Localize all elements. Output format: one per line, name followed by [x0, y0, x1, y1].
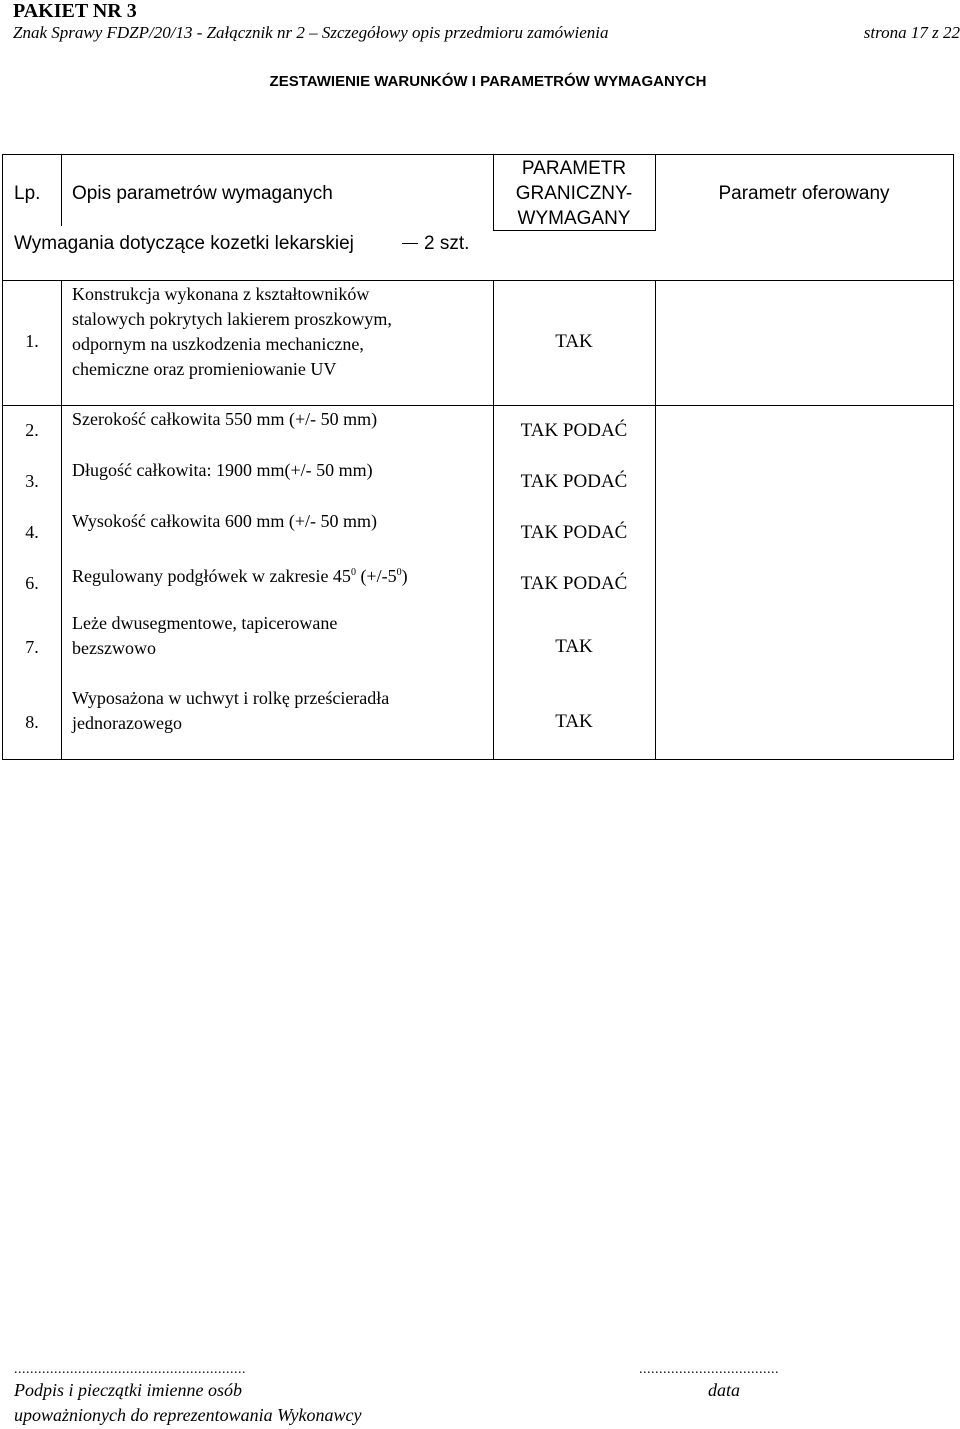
row-description	[72, 560, 408, 589]
degree-superscript: 0	[396, 567, 402, 578]
column-header-description: Opis parametrów wymaganych	[72, 183, 333, 204]
row-parameter: TAK PODAĆ	[520, 573, 628, 594]
row-number: 7.	[25, 637, 39, 657]
row-number: 8.	[25, 712, 39, 732]
signature-label-continued: upoważnionych do reprezentowania Wykonawcy	[14, 1405, 362, 1425]
row-parameter: TAK PODAĆ	[520, 420, 628, 441]
row-description-line: stalowych pokrytych lakierem proszkowym,	[72, 309, 392, 329]
row-number: 1.	[25, 331, 39, 351]
row-description-line: Konstrukcja wykonana z kształtowników	[72, 284, 370, 304]
row-description-line: Wyposażona w uchwyt i rolkę prześcieradła	[72, 688, 390, 708]
table-rule	[655, 280, 656, 760]
row-description: Wysokość całkowita 600 mm (+/- 50 mm)	[72, 511, 378, 531]
row-number: 6.	[25, 573, 39, 593]
table-rule	[2, 280, 954, 281]
section-quantity	[402, 231, 469, 256]
row-number: 4.	[25, 522, 39, 542]
table-border-right	[953, 154, 954, 760]
document-heading: ZESTAWIENIE WARUNKÓW I PARAMETRÓW WYMAGANYCH	[269, 73, 707, 90]
date-label: data	[708, 1380, 741, 1400]
row-parameter: TAK	[555, 331, 593, 352]
section-quantity-value: 2 szt.	[424, 233, 470, 254]
row-description-text: (+/-5	[355, 566, 397, 586]
row-description-line: Leże dwusegmentowe, tapicerowane	[72, 613, 338, 633]
row-description	[72, 282, 392, 382]
signature-dotted-line: ..........................................................	[14, 1362, 246, 1377]
column-header-parameter-line: WYMAGANY	[517, 208, 631, 229]
row-description: Szerokość całkowita 550 mm (+/- 50 mm)	[72, 409, 378, 429]
table-rule	[61, 154, 62, 226]
row-description-line: odpornym na uszkodzenia mechaniczne,	[72, 334, 364, 354]
page-number: strona 17 z 22	[863, 23, 960, 42]
column-header-parameter-line: PARAMETR	[521, 158, 627, 179]
row-description-line: chemiczne oraz promieniowanie UV	[72, 359, 337, 379]
row-description: Długość całkowita: 1900 mm(+/- 50 mm)	[72, 460, 373, 480]
table-border-bottom	[2, 759, 954, 760]
row-number: 3.	[25, 471, 39, 491]
row-parameter: TAK	[555, 711, 593, 732]
table-rule	[61, 280, 62, 760]
table-border-top	[2, 154, 954, 155]
row-description-text: )	[401, 566, 408, 586]
table-rule	[2, 405, 954, 406]
signature-label: Podpis i pieczątki imienne osób	[14, 1380, 242, 1400]
row-parameter: TAK	[555, 636, 593, 657]
degree-superscript: 0	[350, 567, 356, 578]
package-title: PAKIET NR 3	[13, 0, 137, 22]
row-description-text: Regulowany podgłówek w zakresie 45	[72, 566, 351, 586]
column-header-lp: Lp.	[14, 183, 41, 204]
row-parameter: TAK PODAĆ	[520, 522, 628, 543]
dash-mark	[402, 243, 418, 244]
column-header-parameter	[493, 156, 655, 231]
row-description-line: bezszwowo	[72, 638, 156, 658]
case-reference: Znak Sprawy FDZP/20/13 - Załącznik nr 2 – Szczegółowy opis przedmioru zamówienia	[13, 23, 609, 42]
section-subheading: Wymagania dotyczące kozetki lekarskiej	[14, 233, 354, 254]
table-border-left	[2, 154, 3, 760]
column-header-offered: Parametr oferowany	[718, 183, 890, 204]
row-parameter: TAK PODAĆ	[520, 471, 628, 492]
row-description	[72, 611, 337, 661]
column-header-parameter-line: GRANICZNY-	[515, 183, 633, 204]
row-description	[72, 686, 389, 736]
row-number: 2.	[25, 420, 39, 440]
date-dotted-line: ...................................	[639, 1362, 779, 1377]
row-description-line: jednorazowego	[72, 713, 182, 733]
